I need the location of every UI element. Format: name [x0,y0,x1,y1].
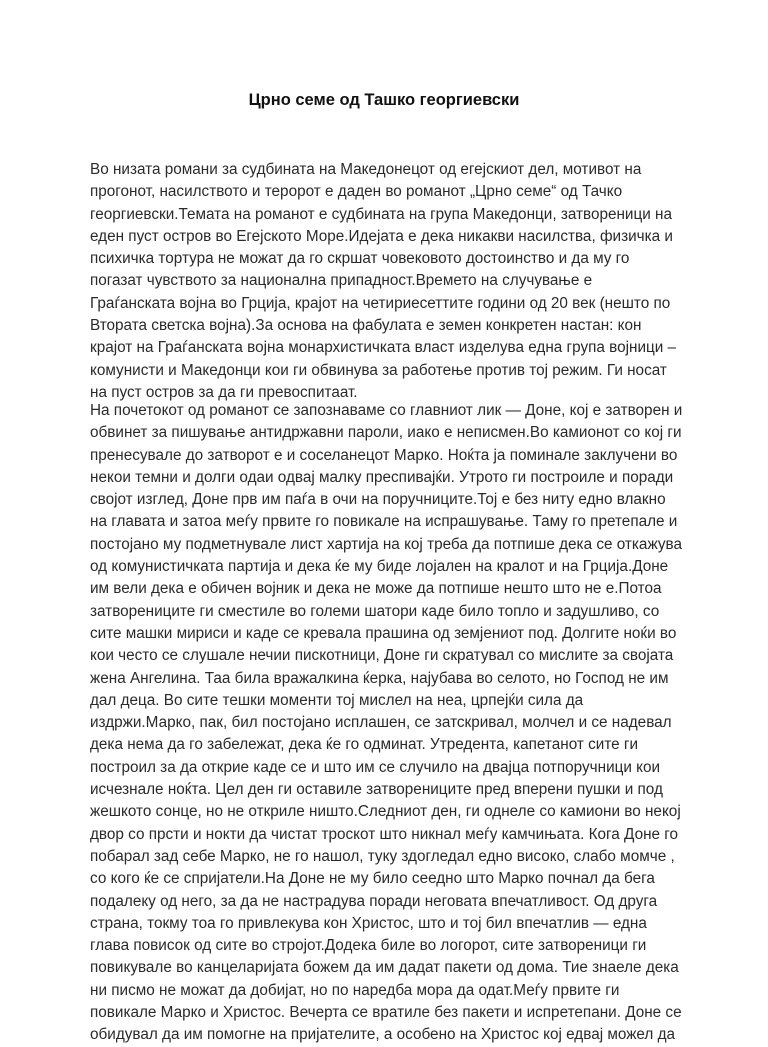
text-line: повикале Марко и Христос. Вечерта се вратиле без пакети и испретепани. Доне се [90,1004,682,1022]
text-line: кои често се слушале нечии пискотници, Доне ги скратувал со мислите за својата [90,647,674,665]
text-line: издржи.Марко, пак, бил постојано исплашен, се затскривал, молчел и се надевал [90,714,672,732]
text-line: жешкото сонце, но не откриле ништо.Следниот ден, ги однеле со камиони во некој [90,803,681,821]
text-line: обидувал да им помогне на пријателите, а особено на Христос кој едвај можел да [90,1026,676,1044]
text-line: дека нема да го забележат, дека ќе го одминат. Утредента, капетанот сите ги [90,736,639,754]
text-line: психичка тортура не можат да го скршат човековото достоинство и да му го [90,250,630,268]
text-line: комунисти и Македонци кои ги обвинува за работење против тој режим. Ги носат [90,361,667,379]
text-line: крајот на Граѓанската војна монархистичката власт изделува една група војници – [90,339,677,357]
text-line: со кого ќе се спријатели.На Доне не му било сеедно што Марко почнал да бега [90,870,655,888]
text-line: дал деца. Во сите тешки моменти тој мислел на неа, црпејќи сила да [90,691,584,709]
text-line: на главата и затоа меѓу првите го повикале на испрашување. Таму го претепале и [90,513,678,531]
text-line: Во низата романи за судбината на Македонецот од егејскиот дел, мотивот на [90,161,642,178]
text-line: побарал зад себе Марко, не го нашол, туку здогледал едно високо, слабо момче , [90,847,675,865]
text-line: постојано му подметнувале лист хартија на кој треба да потпише дека се откажува [90,535,682,553]
text-line: ни писмо не можат да добијат, но по наредба мора да одат.Меѓу првите ги [90,981,620,999]
paragraph-plot [90,400,690,1047]
text-line: на пуст остров за да ги превоспитаат. [90,383,358,401]
text-line: страна, токму тоа го привлекува кон Христос, што и тој бил впечатлив — една [90,914,647,932]
document-title: Црно семе од Ташко георгиевски [248,91,520,109]
text-line: им вели дека е обичен војник и дека не може да потпише нешто што не е.Потоа [90,580,662,598]
text-line: обвинет за пишување антидржавни пароли, иако е неписмен.Во камионот со кој ги [90,424,682,442]
text-line: сите машки мириси и каде се кревала прашина од земјениот под. Долгите ноќи во [90,624,677,642]
text-line: пренесувале до затворот е и соселанецот Марко. Ноќта ја поминале заклучени во [90,446,678,464]
text-line: Втората светска војна).За основа на фабулата е земен конкретен настан: кон [90,317,642,335]
text-line: подалеку од него, за да не настрадува поради неговата впечатливост. Од друга [90,892,658,910]
text-line: затворениците ги сместиле во големи шатори каде било топло и задушливо, со [90,602,660,620]
paragraph-intro [90,159,690,404]
text-line: прогонот, насилството и теророт е даден во романот „Црно семе“ од Тачко [90,183,623,201]
text-line: жена Ангелина. Таа била вражалкина ќерка, најубава во селото, но Господ не им [90,669,669,687]
text-line: георгиевски.Темата на романот е судбината на група Македонци, затвореници на [90,205,672,223]
text-line: Граѓанската војна во Грција, крајот на четириесеттите години од 20 век (нешто по [90,294,671,312]
text-line: исчезнале ноќта. Цел ден ги оставиле затворениците пред вперени пушки и под [90,781,663,799]
text-line: од комунистичката партија и дека ќе му биде лојален на кралот и на Грција.Доне [90,558,669,576]
text-line: двор со прсти и нокти да чистат троскот што никнал меѓу камчињата. Кога Доне го [90,825,679,843]
text-line: На почетокот од романот се запознаваме со главниот лик — Доне, кој е затворен и [90,402,683,419]
text-line: погазат чувството за национална припадност.Времето на случување е [90,272,593,290]
text-line: некои темни и долги одаи одвај малку преспивајќи. Утрото ги построиле и поради [90,468,674,486]
text-line: еден пуст остров во Егејското Море.Идејата е дека никакви насилства, физичка и [90,227,673,245]
text-line: глава повисок од сите во стројот.Додека биле во логорот, сите затвореници ги [90,937,647,955]
text-line: својот изглед, Доне прв им паѓа в очи на поручниците.Тој е без ниту едно влакно [90,491,666,509]
text-line: построил за да открие каде се и што им се случило на двајца потпоручници кои [90,758,661,776]
text-line: повикувале во канцеларијата божем да им дадат пакети од дома. Тие знаеле дека [90,959,679,977]
